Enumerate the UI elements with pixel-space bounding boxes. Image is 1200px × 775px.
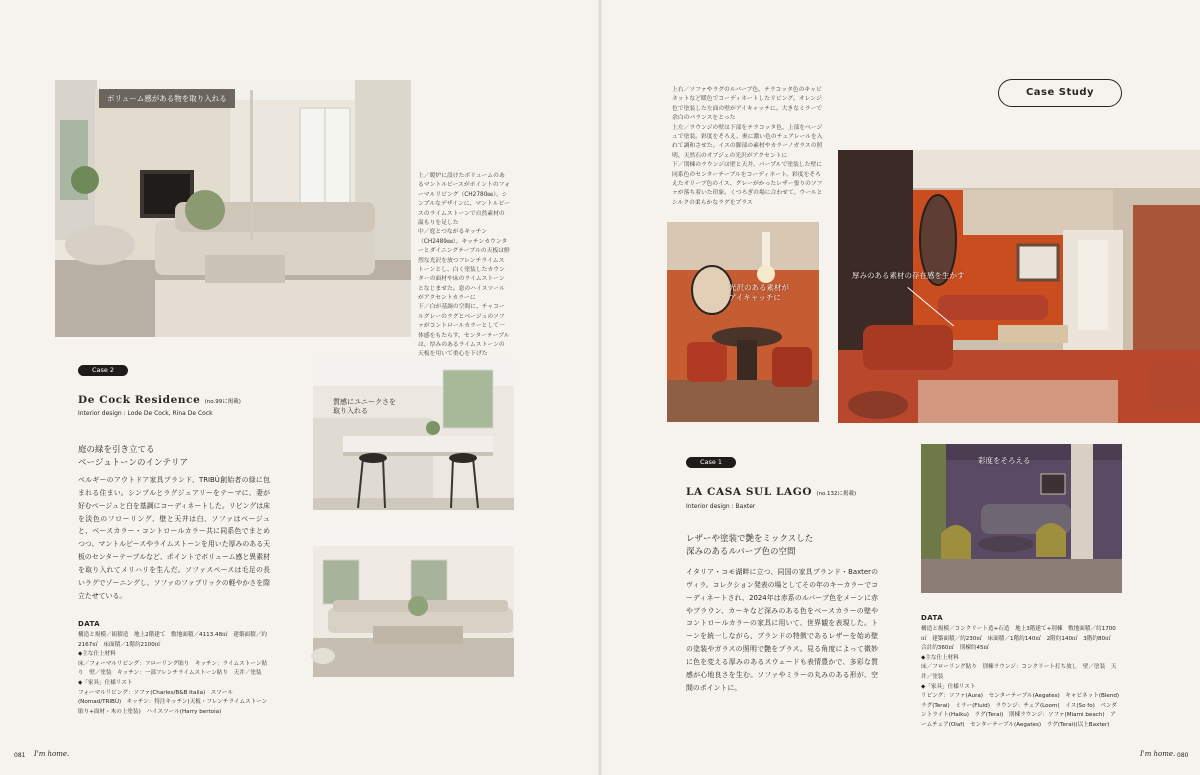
main-living-room-photo bbox=[838, 150, 1200, 423]
red-living-room-illustration bbox=[838, 150, 1200, 423]
case-study-label: Case Study bbox=[998, 79, 1122, 107]
kitchen-callout-label: 質感にユニークさを 取り入れる bbox=[333, 398, 396, 416]
page-number: 081 bbox=[14, 752, 26, 759]
lounge-callout-label: 光沢のある素材が アイキャッチに bbox=[729, 283, 789, 303]
issue-note: (no.132に掲載) bbox=[816, 491, 857, 497]
project-title-text: LA CASA SUL LAGO bbox=[686, 486, 813, 498]
project-title-text: De Cock Residence bbox=[78, 394, 201, 406]
right-page bbox=[602, 0, 1200, 775]
article-headline: 庭の緑を引き立てる ベージュトーンのインテリア bbox=[78, 445, 188, 469]
data-specs: 構造と規模／コンクリート造+石造 地上3階建て+別棟 敷地面積／約1700㎡ 建築面積／約230㎡ 床面積／1階約140㎡ 2階約140㎡ 3階約80㎡ 合計約360㎡ 別棟約45㎡ ◆主な仕上材料 床／フローリング貼り 別棟ラウンジ：コンクリート打ち放し 壁／塗装 天井／塗装 ◆「家具」仕様リスト リビング：ソファ(Aura) センターテーブル(Aegates) キャビネット(Blend) ラグ(Terai) ミラー(Fluid) ラウンジ：チェア(Loom) イス(So fo) ペンダントライト(Haiku) ラグ(Terai) 別棟ラウンジ：ソファ(Miami beach) アームチェア(Olaf) センターテーブル(Aegates) ラグ(Terai)(以上Baxter) bbox=[921, 626, 1120, 729]
left-page bbox=[0, 0, 598, 775]
interior-design-credit: Interior design : Baxter bbox=[686, 503, 756, 510]
article-headline: レザーや塗装で艶をミックスした 深みのあるルバーブ色の空間 bbox=[686, 534, 814, 558]
issue-note: (no.99に掲載) bbox=[204, 399, 241, 405]
living-room-illustration bbox=[55, 80, 411, 337]
hero-callout-label: ボリューム感がある物を取り入れる bbox=[99, 89, 235, 108]
kitchen-illustration bbox=[313, 358, 514, 510]
data-heading: DATA bbox=[921, 614, 943, 622]
purple-lounge-photo bbox=[921, 444, 1122, 593]
purple-lounge-illustration bbox=[921, 444, 1122, 593]
article-body: イタリア・コモ湖畔に立つ、同国の家具ブランド・Baxterのヴィラ。コレクション発表の場としてその年のキーカラーでコーディネートされ、2024年は赤系のルバーブ色をメーンに赤やブラウン、カーキなど深みのある色をベースカラーの壁やコントロールカラーの家具に用いて、世界観を表現した。トーンを統一しながら、ブランドの特徴であるレザーを始め壁の塗装やガラスの照明で艶をプラス。見る角度によって微妙に色を変える厚みのあるスウェードも表情豊かで、多彩な質感が心地良さを生む。ソファやミラーの丸みのある形が、空間のポイントに。 bbox=[686, 568, 878, 692]
purple-callout-label: 彩度をそろえる bbox=[978, 456, 1031, 465]
data-heading: DATA bbox=[78, 620, 100, 628]
terracotta-lounge-illustration bbox=[667, 222, 819, 422]
hero-caption: 上／暖炉に設けたボリュームのあるマントルピースがポイントのフォーマルリビング（CH2780㎜）。シンプルなデザインに、マントルピースのライムストーンで自然素材の温もりを足した 中／庭とつながるキッチン（CH2489㎜）。キッチンカウンターとダイニングテーブルの天板は鮮烈な光沢を放つフレンチライムストーンとし、白く塗装したカウンターの面材や床のライムストーンとなじませた。窓のハイスツールがアクセントカラーに 下／白が基調の空間に、チャコールグレーのラグとベージュのソファがコントロールカラーとして一体感をもたらす。センターテーブルは、厚みのあるライムストーンの天板を用いて重心を下げた bbox=[418, 173, 510, 358]
page-number: 080 bbox=[1177, 752, 1189, 759]
hero-living-room-photo bbox=[55, 80, 411, 337]
case-number-badge: Case 1 bbox=[686, 457, 736, 468]
magazine-logo: I'm home. bbox=[34, 750, 70, 758]
living-room-bottom-photo bbox=[313, 528, 514, 677]
magazine-logo: I'm home. bbox=[1140, 750, 1176, 758]
living-room-bottom-illustration bbox=[313, 528, 514, 677]
article-body: ベルギーのアウトドア家具ブランド、TRIBÙ創始者の緑に包まれる住まい。シンプルとラグジュアリーをテーマに、妻が好むベージュと白を基調にコーディネートした。リビングは床を淡色のフローリング、壁と天井は白、ソファはベージュと、ベースカラー・コントロールカラー共に同系色でまとめつつ、マントルピースやライムストーンを用いた厚みのある天板のセンターテーブルなど、ポイントでボリューム感と異素材を取り入れてメリハリを生んだ。ソファスペースは毛足の長いラグでゾーニングし、ソファのファブリックの軽やかさを際立たせている。 bbox=[78, 476, 270, 600]
kitchen-photo bbox=[313, 358, 514, 510]
project-title bbox=[686, 486, 856, 498]
case-number-badge: Case 2 bbox=[78, 365, 128, 376]
interior-design-credit: Interior design : Lode De Cock, Rina De Cock bbox=[78, 410, 213, 417]
data-specs: 構造と規模／組積造 地上2階建て 敷地面積／4113.48㎡ 建築面積／約2167㎡ 床面積／1階約2100㎡ ◆主な仕上材料 床／フォーマルリビング：フローリング貼り キッチン：ライムストーン貼り 壁／塗装 キッチン：一部フレンチライムストーン貼り 天井／塗装 ◆「家具」仕様リスト フォーマルリビング：ソファ(Charles/B&B Italia) スツール(Nomad/TRIBÙ) キッチン：特注キッチン(天板・フレンチライムストーン貼り+面材・木の上塗装) ハイスツール(Harry bertoia) bbox=[78, 632, 268, 715]
top-caption: 上右／ソファやラグのルバーブ色、テラコッタ色のキャビネットなど暖色でコーディネートしたリビング。オレンジ色で塗装した左面の壁がアイキャッチに。大きなミラーで余白のバランスをとった 上左／ラウンジの壁は下部をテラコッタ色、上部をベージュで塗装。彩度をそろえ、奥に濃い色のチェアレールを入れて調和させた。イスの脚部の素材やカラーノガラスの照明、天然石のオブジェの光沢がアクセントに 下／別棟のラウンジは壁と天井、パープルで塗装した壁に同系色のセンターテーブルをコーディネート。彩度をそろえたオリーブ色のイス、グレーがかったレザー張りのソファが落ち着いた印象。くつろぎの場に合わせて、ウールとシルクの柔らかなラグをプラス bbox=[672, 87, 823, 206]
lounge-photo bbox=[667, 222, 819, 422]
living-callout-label: 厚みのある素材の存在感を生かす bbox=[852, 271, 965, 280]
project-title bbox=[78, 394, 241, 406]
